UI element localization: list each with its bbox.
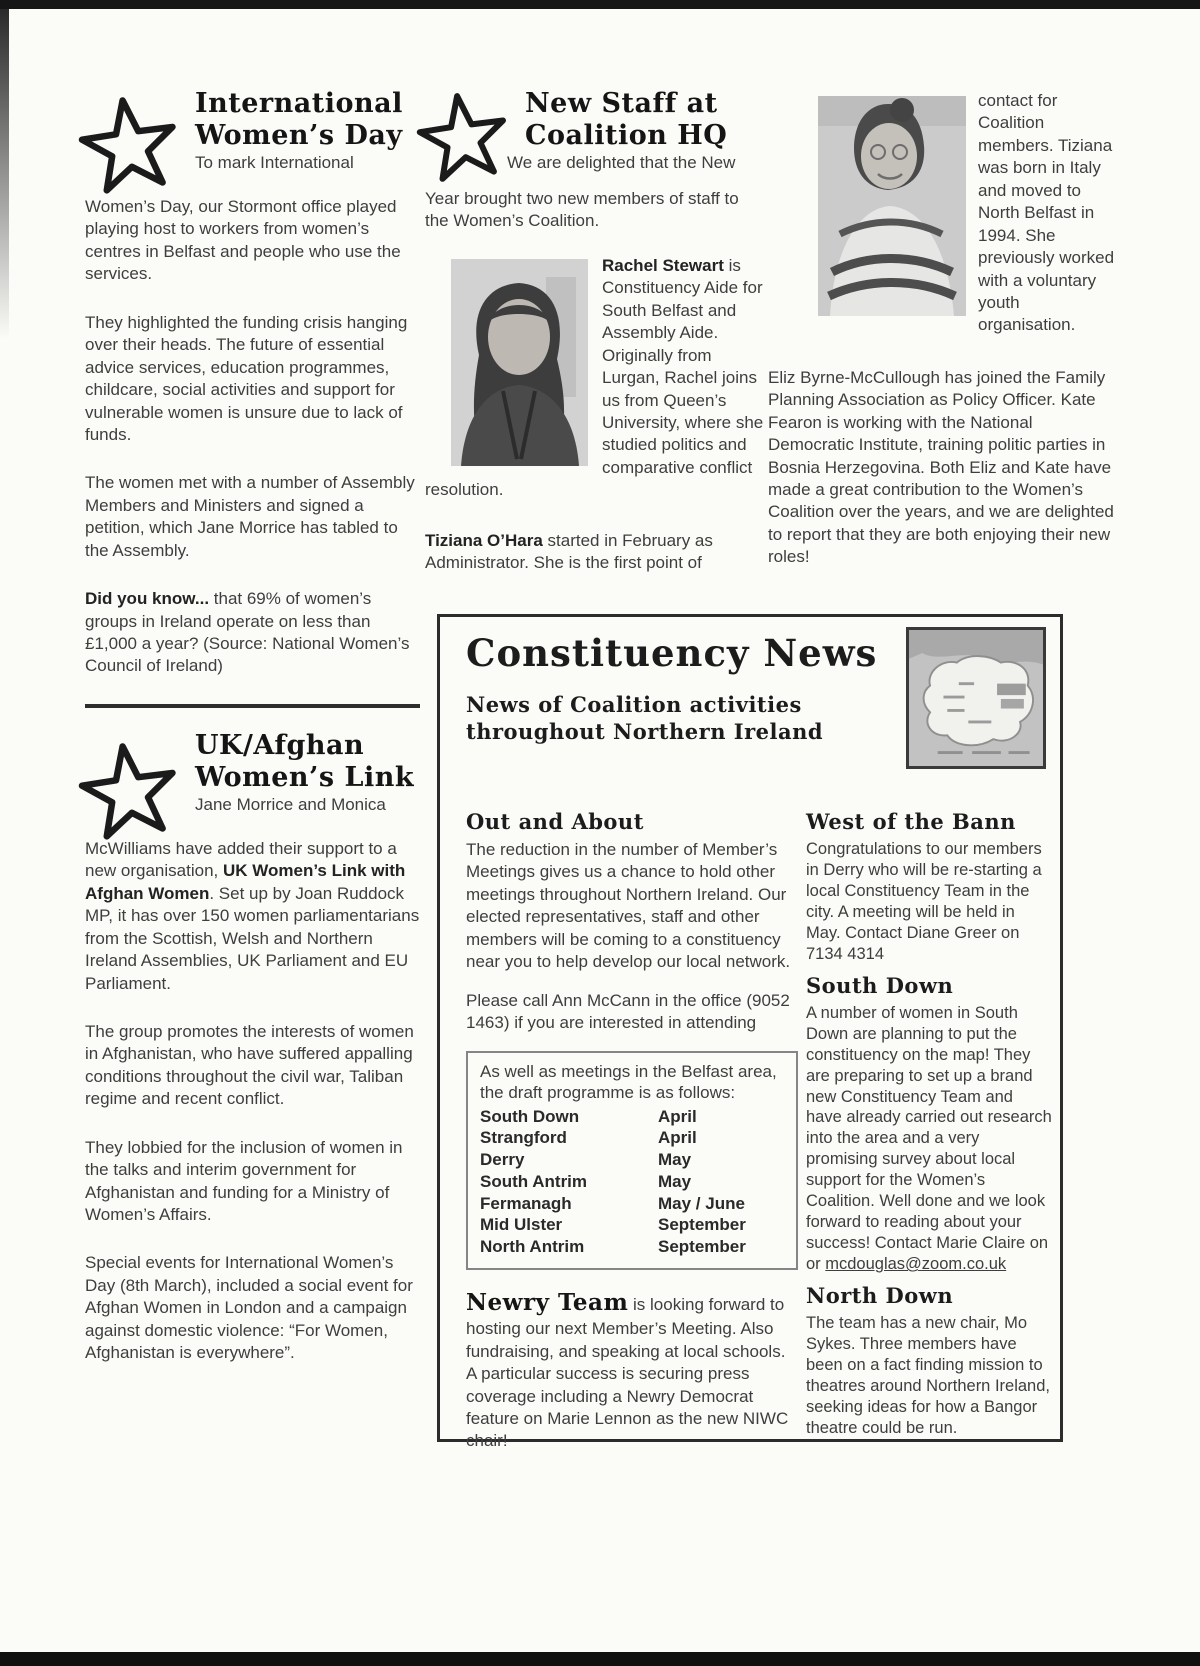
- cn-left-column: [466, 809, 798, 1469]
- column-right: [768, 90, 1116, 595]
- scan-edge-bottom: [0, 1652, 1200, 1666]
- iwd-paragraph-3: The women met with a number of Assembly Members and Ministers and signed a petition, which Jane Morrice has tabled to the Assembly.: [85, 473, 415, 560]
- out-and-about-heading: Out and About: [466, 809, 644, 834]
- newstaff-header: [425, 88, 767, 180]
- did-you-know-text: that 69% of women’s groups in Ireland operate on less than £1,000 a year? (Source: National Women’s Council of Ireland): [85, 589, 410, 676]
- ukafghan-paragraph-3: They lobbied for the inclusion of women in the talks and interim government for Afghanistan and funding for a Ministry of Women’s Affairs.: [85, 1137, 403, 1224]
- newstaff-lead: We are delighted that the New: [507, 152, 736, 172]
- organisation-name: UK Women’s Link with Afghan Women: [85, 861, 406, 903]
- ukafghan-title: [195, 730, 420, 794]
- constituency-news-box: [437, 614, 1063, 1451]
- star-icon: [73, 90, 186, 203]
- out-and-about-contact: Please call Ann McCann in the office (9052 1463) if you are interested in attending: [466, 990, 790, 1033]
- constituency-news-title: Constituency News: [466, 631, 878, 675]
- newstaff-title-line2: Coalition HQ: [525, 119, 728, 151]
- star-icon: [73, 735, 186, 848]
- south-down-heading: South Down: [806, 972, 954, 998]
- south-down-paragraph: [806, 1003, 1052, 1275]
- iwd-title: [195, 88, 420, 152]
- ukafghan-title-line1: UK/Afghan: [195, 729, 365, 761]
- tiziana-text: started in February as Administrator. She is the first point of: [425, 530, 713, 573]
- programme-month: April: [658, 1106, 697, 1126]
- cn-right-column: [806, 809, 1052, 1447]
- scan-edge-top: [0, 0, 1200, 9]
- iwd-header: [85, 88, 420, 188]
- iwd-title-line2: Women’s Day: [195, 119, 403, 151]
- ukafghan-p1-end: . Set up by Joan Ruddock MP, it has over 150 women parliamentarians from the Scottish, Welsh and Northern Ireland Assemblies, UK Parliament and EU Parliament.: [85, 883, 420, 993]
- newstaff-title-line1: New Staff at: [525, 88, 718, 119]
- programme-month: September: [658, 1215, 746, 1235]
- northern-ireland-map-image: [906, 627, 1046, 769]
- programme-row: [480, 1149, 784, 1171]
- programme-intro: As well as meetings in the Belfast area, the draft programme is as follows:: [480, 1061, 777, 1103]
- iwd-fact: [85, 588, 420, 678]
- column-left: [85, 88, 420, 1391]
- programme-row: [480, 1236, 784, 1258]
- programme-area: Mid Ulster: [480, 1215, 563, 1235]
- west-of-the-bann-heading: West of the Bann: [806, 809, 1016, 834]
- ukafghan-paragraph-1: [85, 838, 420, 995]
- programme-month: May: [658, 1150, 692, 1170]
- iwd-paragraph-1: Women’s Day, our Stormont office played playing host to workers from women’s centres in Belfast and people who use the services.: [85, 197, 401, 284]
- iwd-paragraph-2: They highlighted the funding crisis hanging over their heads. The future of essential advice services, education programmes, childcare, social activities and support for vulnerable women is unsure due to lack of funds.: [85, 312, 408, 444]
- scan-edge-left: [0, 9, 9, 339]
- newstaff-title: [525, 88, 767, 152]
- programme-area: South Antrim: [480, 1171, 588, 1191]
- constituency-news-subtitle: [466, 691, 823, 746]
- south-down-text: A number of women in South Down are planning to put the constituency on the map! They are preparing to set up a brand new Constituency Team and have already carried out research into the area and a very promising survey about local support for the Women’s Coalition. Well done and we look forward to reading about your success! Contact Marie Claire on or: [806, 1003, 1052, 1274]
- rachel-name: Rachel Stewart: [602, 255, 724, 275]
- programme-row: [480, 1106, 784, 1128]
- tiziana-continued-text: contact for Coalition members. Tiziana was born in Italy and moved to North Belfast in 1994. She previously worked with a voluntary youth organisation.: [978, 91, 1115, 335]
- newry-team-text: is looking forward to hosting our next Member’s Meeting. Also fundraising, and speaking at local schools. A particular success is securing press coverage including a Newry Democrat feature on Marie Lennon as the new NIWC chair!: [466, 1294, 789, 1451]
- programme-area: North Antrim: [480, 1237, 585, 1257]
- programme-box: [466, 1051, 798, 1270]
- section-divider: [85, 704, 420, 708]
- programme-row: [480, 1193, 784, 1215]
- newry-team-heading: Newry Team: [466, 1288, 629, 1316]
- tiziana-block: [818, 90, 1116, 337]
- programme-month: May: [658, 1171, 692, 1191]
- subtitle-line2: throughout Northern Ireland: [466, 719, 824, 745]
- programme-row: [480, 1127, 784, 1149]
- rachel-text: is Constituency Aide for South Belfast and Assembly Aide. Originally from Lurgan, Rachel joins us from Queen’s University, where she studied politics and comparative conflict resolution.: [425, 255, 764, 500]
- ukafghan-title-line2: Women’s Link: [195, 761, 415, 793]
- ukafghan-p1-start: McWilliams have added their support to a new organisation,: [85, 838, 397, 881]
- iwd-lead: To mark International: [195, 152, 354, 172]
- newstaff-paragraph-1: Year brought two new members of staff to the Women’s Coalition.: [425, 189, 739, 231]
- star-icon: [411, 86, 515, 190]
- tiziana-name: Tiziana O’Hara: [425, 530, 543, 550]
- programme-area: Fermanagh: [480, 1193, 572, 1213]
- email-link[interactable]: mcdouglas@zoom.co.uk: [825, 1255, 1007, 1274]
- north-down-paragraph: The team has a new chair, Mo Sykes. Three members have been on a fact finding mission to theatres around Northern Ireland, seeking ideas for how a Bangor theatre could be run.: [806, 1314, 1050, 1437]
- programme-area: Derry: [480, 1150, 525, 1170]
- rachel-block: [425, 255, 767, 502]
- tiziana-paragraph: [425, 530, 767, 575]
- programme-area: Strangford: [480, 1128, 567, 1148]
- subtitle-line1: News of Coalition activities: [466, 692, 802, 717]
- programme-month: April: [658, 1128, 697, 1148]
- newry-team-paragraph: [466, 1288, 798, 1453]
- eliz-kate-paragraph: Eliz Byrne-McCullough has joined the Family Planning Association as Policy Officer. Kate Fearon is working with the National Democratic Institute, training politic parties in Bosnia Herzegovina. Both Eliz and Kate have made a great contribution to the Women’s Coalition over the years, and we are delighted to report that they are both enjoying their new roles!: [768, 367, 1114, 567]
- iwd-title-line1: International: [195, 88, 403, 119]
- north-down-heading: North Down: [806, 1283, 954, 1309]
- programme-row: [480, 1171, 784, 1193]
- did-you-know-label: Did you know...: [85, 589, 210, 609]
- ukafghan-header: [85, 730, 420, 830]
- programme-area: South Down: [480, 1106, 580, 1126]
- programme-month: May / June: [658, 1193, 745, 1213]
- programme-month: September: [658, 1237, 746, 1257]
- column-middle: [425, 88, 767, 601]
- programme-row: [480, 1214, 784, 1236]
- west-of-the-bann-paragraph: Congratulations to our members in Derry who will be re-starting a local Constituency Team in the city. A meeting will be held in May. Contact Diane Greer on 7134 4314: [806, 840, 1042, 963]
- rachel-stewart-photo: [451, 259, 588, 466]
- out-and-about-paragraph: The reduction in the number of Member’s Meetings gives us a chance to hold other meetings throughout Northern Ireland. Our elected representatives, staff and other members will be coming to a constituency near you to help develop our local network.: [466, 840, 791, 972]
- ukafghan-lead: Jane Morrice and Monica: [195, 794, 386, 814]
- tiziana-ohara-photo: [818, 96, 966, 316]
- ukafghan-paragraph-2: The group promotes the interests of women in Afghanistan, who have suffered appalling conditions throughout the civil war, Taliban regime and recent conflict.: [85, 1021, 414, 1109]
- ukafghan-paragraph-4: Special events for International Women’s Day (8th March), included a social event for Afghan Women in London and a campaign against domestic violence: “For Women, Afghanistan is everywhere”.: [85, 1253, 413, 1363]
